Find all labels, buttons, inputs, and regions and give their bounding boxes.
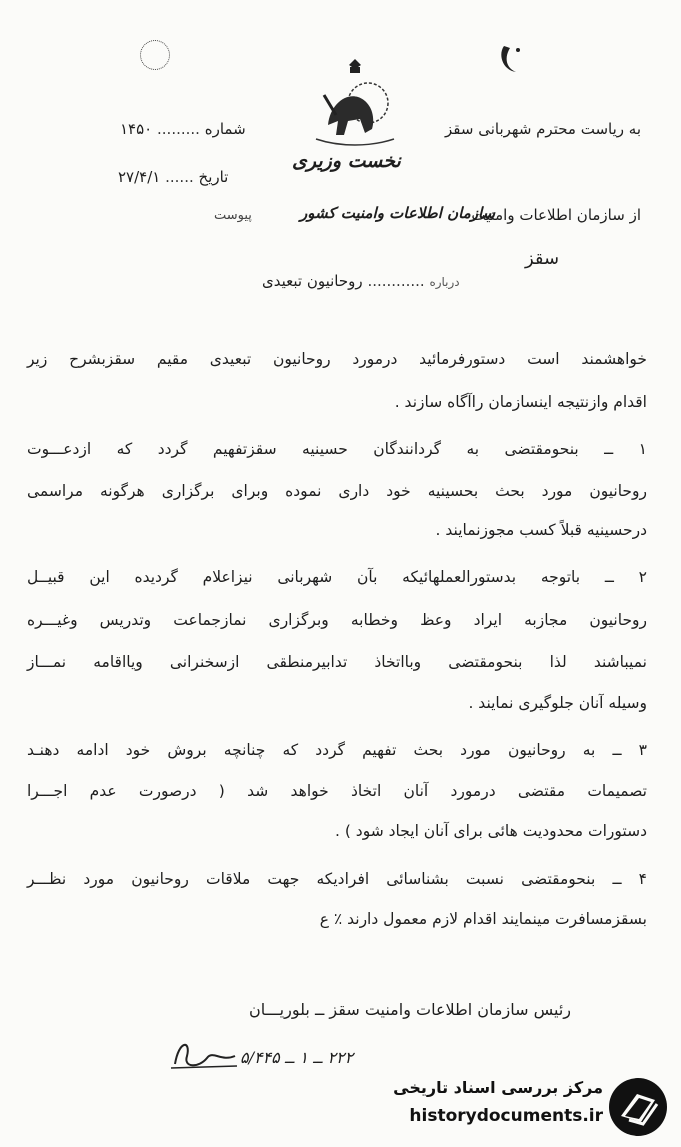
watermark-title: مرکز بررسی اسناد تاریخی: [393, 1078, 603, 1097]
number-field: شماره ......... ۱۴۵۰: [120, 120, 246, 138]
date-value: ۲۷/۴/۱: [118, 168, 161, 186]
body-line: ۳ ــ به روحانیون مورد بحث تفهیم گردد که چنانچه بروش خود ادامه دهنـد: [27, 741, 647, 759]
body-line: ۴ ــ بنحومقتضی نسبت بشناسائی افرادیکه جهت ملاقات روحانیون مورد نظـــر: [27, 870, 647, 888]
archive-book-icon: [607, 1076, 669, 1138]
number-value: ۱۴۵۰: [120, 120, 153, 138]
watermark-logo: [390, 1072, 675, 1144]
date-field: تاریخ ...... ۲۷/۴/۱: [118, 168, 229, 186]
signature-scribble-icon: [165, 1034, 245, 1074]
attachment-label: پیوست: [214, 208, 252, 223]
body-line: وسیله آنان جلوگیری نمایند .: [468, 694, 647, 712]
handwritten-number: ۲۲۲ ــ ۱ ــ ۵/۴۴۵: [240, 1048, 354, 1067]
body-line: درحسینیه قبلاً کسب مجوزنمایند .: [435, 521, 647, 539]
body-line: بسقزمسافرت مینمایند اقدام لازم معمول دارند ٪ ع: [319, 910, 647, 928]
org-stamp: سازمان اطلاعات وامنیت کشور: [300, 204, 496, 222]
watermark-url: historydocuments.ir: [409, 1106, 603, 1126]
city-text: سقز: [525, 248, 560, 269]
body-line: تصمیمات مقتضی درمورد آنان اتخاذ خواهد شد ( درصورت عدم اجـــرا: [27, 782, 647, 800]
body-line: روحانیون مورد بحث بحسینیه خود داری نموده وبرای برگزاری هرگونه مراسمی: [27, 482, 647, 500]
number-label: شماره: [204, 120, 246, 138]
subject-label: درباره: [429, 275, 460, 289]
body-line: خواهشمند است دستورفرمائید درمورد روحانیون تبعیدی مقیم سقزبشرح زیر: [27, 350, 647, 368]
body-line: اقدام وازنتیجه اینسازمان راآگاه سازند .: [394, 393, 647, 411]
lion-sun-emblem-icon: [310, 55, 400, 150]
body-line: ۱ ــ بنحومقتضی به گردانندگان حسینیه سقزتفهیم گردد که ازدعـــوت: [27, 440, 647, 458]
recipient-text: به ریاست محترم شهربانی سقز: [445, 120, 641, 138]
date-label: تاریخ: [198, 168, 229, 186]
recipient-line: [445, 120, 641, 138]
from-line: از سازمان اطلاعات وامنیت: [471, 206, 641, 224]
ministry-stamp: نخست وزیری: [292, 150, 401, 172]
subject-value: روحانیون تبعیدی: [262, 272, 363, 290]
left-seal-icon: [140, 40, 170, 70]
signatory-title: رئیس سازمان اطلاعات وامنیت سقز ــ بلوریـــان: [248, 1000, 571, 1019]
subject-field: درباره ............ روحانیون تبعیدی: [262, 272, 460, 290]
body-line: روحانیون مجازبه ایراد وعظ وخطابه وبرگزاری نمازجماعت وتدریس وغیـــره: [27, 611, 647, 629]
body-line: دستورات محدودیت هائی برای آنان ایجاد شود ) .: [334, 822, 647, 840]
body-line: ۲ ــ باتوجه بدستورالعملهائیکه بآن شهربانی نیزاعلام گردیده این قبیــل: [27, 568, 647, 586]
body-line: نمیباشند لذا بنحومقتضی وبااتخاذ تدابیرمنطقی ازسخنرانی ویااقامه نمـــاز: [27, 653, 647, 671]
moon-mark-icon: [496, 40, 528, 80]
